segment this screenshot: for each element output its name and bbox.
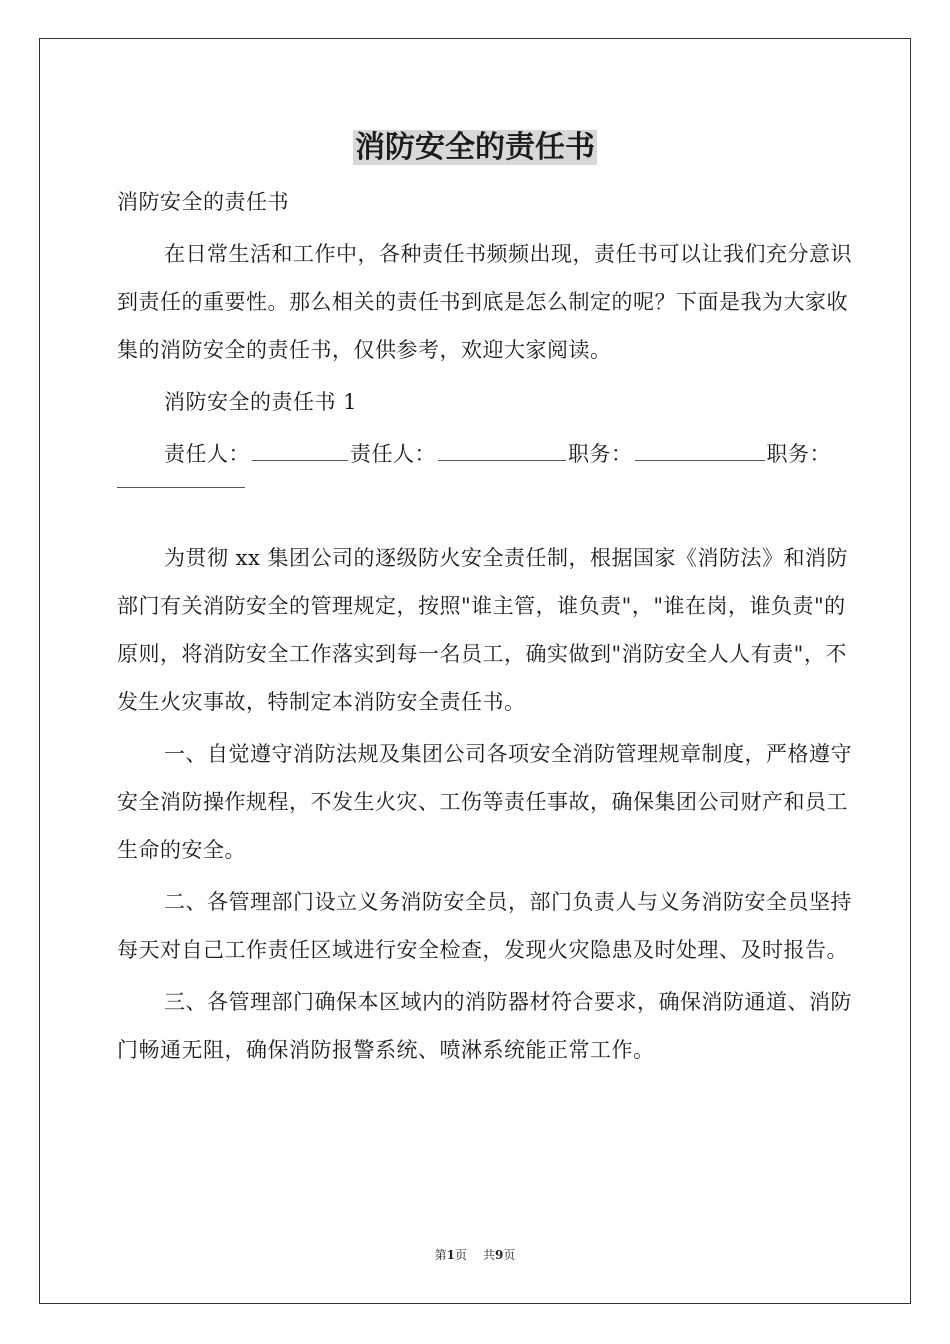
footer-page-suffix: 页 — [454, 1248, 467, 1262]
body-paragraph-1: 为贯彻 xx 集团公司的逐级防火安全责任制，根据国家《消防法》和消防部门有关消防安全的管理规定，按照"谁主管，谁负责"，"谁在岗，谁负责"的原则，将消防安全工作落实到每一名员工，确实做到"消防安全人人有责"，不发生火灾事故，特制定本消防安全责任书。 — [117, 546, 849, 714]
page-footer — [0, 1247, 950, 1263]
signature-blank-3[interactable] — [635, 459, 765, 461]
spacer — [117, 518, 853, 534]
signature-blank-1[interactable] — [252, 459, 348, 461]
document-title-text: 消防安全的责任书 — [355, 130, 595, 165]
document-body — [117, 178, 853, 1074]
footer-total-pages: 9 — [495, 1248, 504, 1262]
signature-label-2: 责任人： — [350, 442, 436, 466]
intro-paragraph: 在日常生活和工作中，各种责任书频频出现，责任书可以让我们充分意识到责任的重要性。那么相关的责任书到底是怎么制定的呢？下面是我为大家收集的消防安全的责任书，仅供参考，欢迎大家阅读。 — [117, 242, 852, 362]
signature-label-3: 职务： — [568, 442, 633, 466]
body-paragraph-3: 二、各管理部门设立义务消防安全员，部门负责人与义务消防安全员坚持每天对自己工作责任区域进行安全检查，发现火灾隐患及时处理、及时报告。 — [117, 890, 852, 962]
signature-label-1: 责任人： — [164, 442, 250, 466]
signature-blank-4[interactable] — [117, 486, 245, 488]
body-paragraph-4: 三、各管理部门确保本区域内的消防器材符合要求，确保消防通道、消防门畅通无阻，确保消防报警系统、喷淋系统能正常工作。 — [117, 990, 852, 1062]
body-paragraph-2: 一、自觉遵守消防法规及集团公司各项安全消防管理规章制度，严格遵守安全消防操作规程，不发生火灾、工伤等责任事故，确保集团公司财产和员工生命的安全。 — [117, 742, 852, 862]
section-heading: 消防安全的责任书 1 — [164, 390, 358, 414]
signature-line-continued — [117, 478, 853, 518]
signature-label-4: 职务： — [766, 442, 831, 466]
signature-line — [117, 430, 853, 478]
footer-total-prefix: 共 — [483, 1248, 496, 1262]
footer-page-prefix: 第 — [434, 1248, 447, 1262]
signature-blank-2[interactable] — [438, 459, 566, 461]
document-title — [0, 128, 950, 168]
document-subtitle: 消防安全的责任书 — [117, 190, 289, 214]
footer-total-suffix: 页 — [503, 1248, 516, 1262]
footer-current-page: 1 — [446, 1248, 455, 1262]
